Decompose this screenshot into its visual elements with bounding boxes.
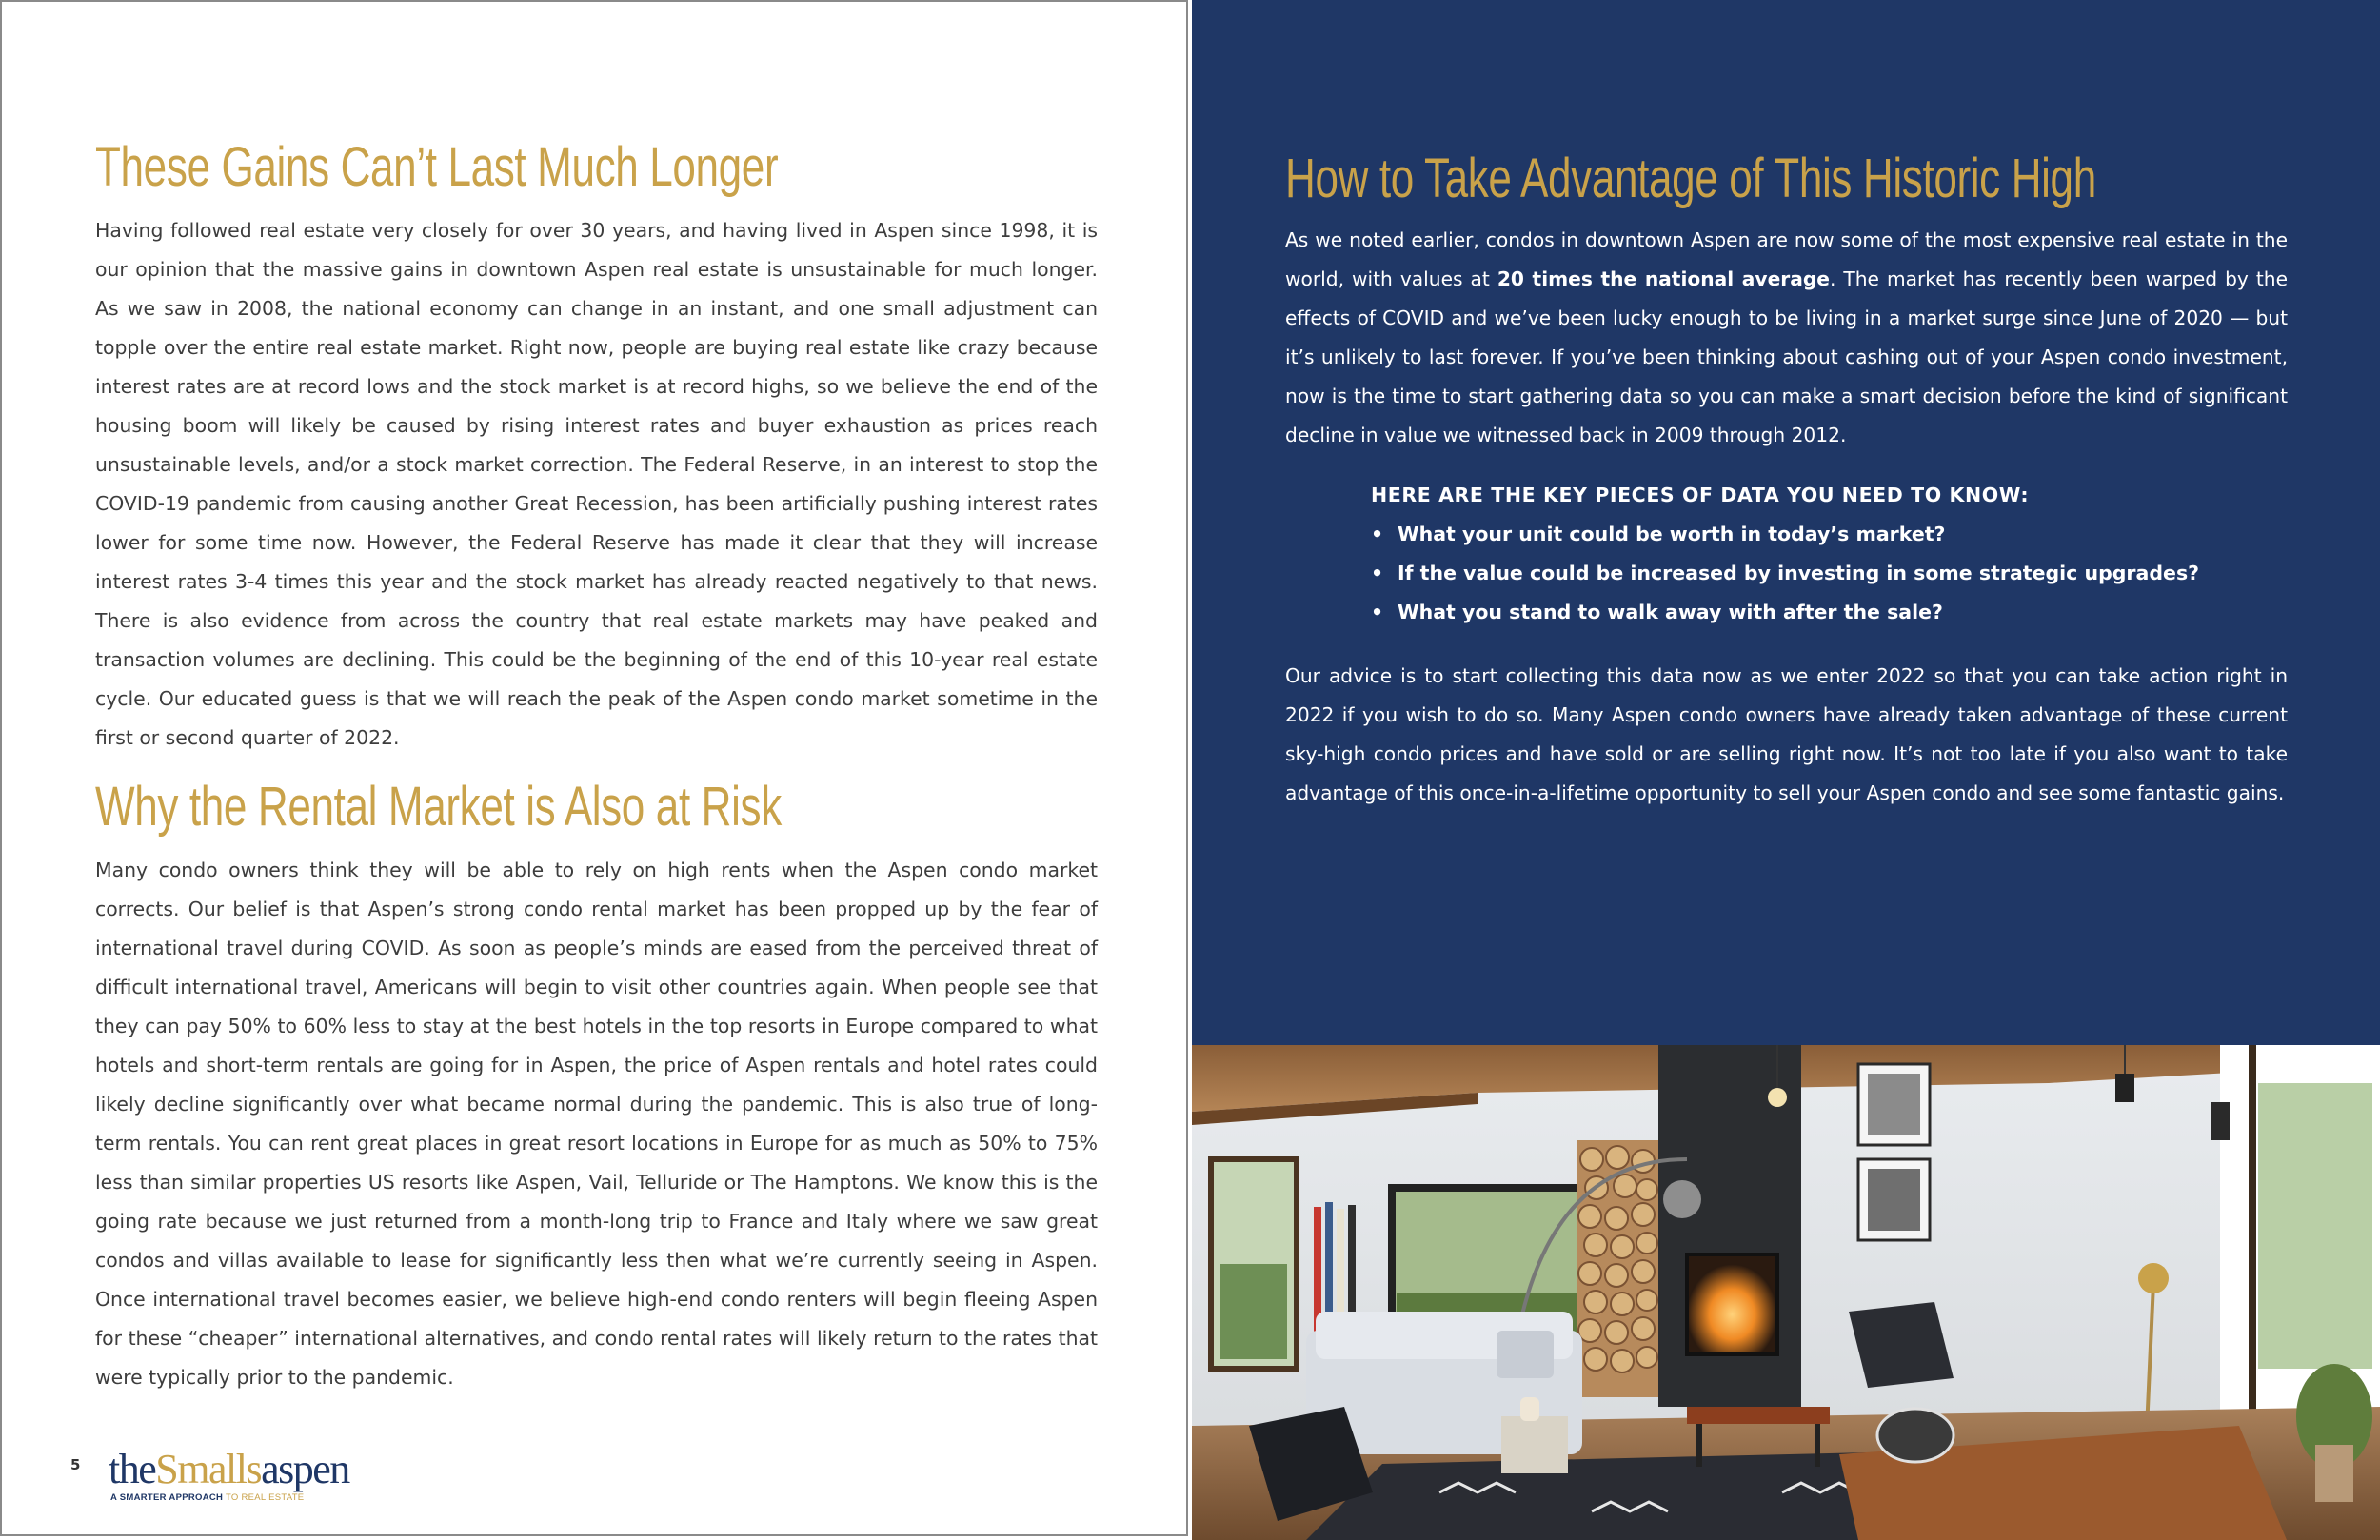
logo-aspen: aspen	[261, 1446, 349, 1492]
plant-pot	[2315, 1445, 2353, 1502]
side-table	[1501, 1416, 1568, 1473]
section-heading-gains: These Gains Can’t Last Much Longer	[95, 136, 779, 198]
logo-tagline-bold: A SMARTER APPROACH	[110, 1492, 224, 1503]
sofa-cushion	[1497, 1331, 1554, 1378]
pendant-light	[1768, 1088, 1787, 1107]
intro-text-start: As we noted earlier, condos in downtown Aspen are now some of the most expensive real estate in the world, with values at	[1285, 228, 2288, 290]
key-data-block	[1371, 476, 2228, 632]
patterned-pillow	[1877, 1409, 1954, 1462]
intro-highlight: 20 times the national average	[1497, 267, 1830, 290]
page-number: 5	[70, 1456, 81, 1473]
left-window-trees	[1220, 1264, 1287, 1359]
floor-lamp-shade	[2138, 1263, 2169, 1293]
fireplace-fire	[1687, 1254, 1777, 1354]
key-data-item: • If the value could be increased by investing in some strategic upgrades?	[1371, 554, 2228, 593]
brand-logo	[109, 1446, 366, 1508]
key-data-title: HERE ARE THE KEY PIECES OF DATA YOU NEED TO KNOW:	[1371, 484, 2030, 506]
intro-paragraph	[1285, 221, 2288, 455]
logo-smalls: Smalls	[155, 1446, 262, 1492]
right-window-frame	[2249, 1045, 2256, 1426]
logo-the: the	[109, 1446, 156, 1492]
key-data-item: • What you stand to walk away with after the sale?	[1371, 593, 2228, 632]
arc-lamp-shade	[1663, 1180, 1701, 1218]
right-page	[1192, 0, 2380, 1540]
wall-sconce	[2211, 1102, 2230, 1140]
living-room-photo	[1192, 1045, 2380, 1540]
spotlight	[2115, 1074, 2134, 1102]
right-window-view	[2258, 1083, 2372, 1369]
key-data-item: • What your unit could be worth in today’s market?	[1371, 515, 2228, 554]
section-body-rental: Many condo owners think they will be able to rely on high rents when the Aspen condo market corrects. Our belief is that Aspen’s strong condo rental market has been propped up by the fear of international travel during COVID. As soon as people’s minds are eased from the perceived threat of difficult international travel, Americans will begin to visit other countries again. When people see that they can pay 50% to 60% less to stay at the best hotels in the top resorts in Europe compared to what hotels and short-term rentals are going for in Aspen, the price of Aspen rentals and hotel rates could likely decline significantly over what became normal during the pandemic. This is also true of long-term rentals. You can rent great places in great resort locations in Europe for as much as 50% to 75% less than similar properties US resorts like Aspen, Vail, Telluride or The Hamptons. We know this is the going rate because we just returned from a month-long trip to France and Italy where we saw great condos and villas available to lease for significantly less then what we’re currently seeing in Aspen. Once international travel becomes easier, we believe high-end condo renters will begin fleeing Aspen for these “cheaper” international alternatives, and condo rental rates will likely return to the rates that were typically prior to the pandemic.	[95, 859, 1098, 1389]
advice-paragraph: Our advice is to start collecting this data now as we enter 2022 so that you can take action right in 2022 if you wish to do so. Many Aspen condo owners have already taken advantage of these current sky-high condo prices and have sold or are selling right now. It’s not too late if you also want to take advantage of this once-in-a-lifetime opportunity to sell your Aspen condo and see some fantastic gains.	[1285, 664, 2288, 804]
intro-text-end: . The market has recently been warped by the effects of COVID and we’ve been lucky enough to be living in a market surge since June of 2020 — but it’s unlikely to last forever. If you’ve been thinking about cashing out of your Aspen condo investment, now is the time to start gathering data so you can make a smart decision before the kind of significant decline in value we witnessed back in 2009 through 2012.	[1285, 267, 2288, 446]
key-data-list	[1371, 515, 2228, 632]
logo-tagline	[110, 1492, 366, 1503]
coffee-table-top	[1687, 1407, 1830, 1424]
artwork-print	[1868, 1169, 1920, 1231]
section-heading-rental: Why the Rental Market is Also at Risk	[95, 776, 782, 838]
logo-wordmark	[109, 1446, 366, 1492]
navy-panel	[1192, 0, 2380, 1045]
left-page	[0, 0, 1188, 1536]
section-heading-historic-high: How to Take Advantage of This Historic High	[1285, 148, 2096, 209]
artwork-print	[1868, 1074, 1920, 1135]
section-body-gains: Having followed real estate very closely for over 30 years, and having lived in Aspen since 1998, it is our opinion that the massive gains in downtown Aspen real estate is unsustainable for much longer. As we saw in 2008, the national economy can change in an instant, and one small adjustment can topple over the entire real estate market. Right now, people are buying real estate like crazy because interest rates are at record lows and the stock market is at record highs, so we believe the end of the housing boom will likely be caused by rising interest rates and buyer exhaustion as prices reach unsustainable levels, and/or a stock market correction. The Federal Reserve, in an interest to stop the COVID-19 pandemic from causing another Great Recession, has been artificially pushing interest rates lower for some time now. However, the Federal Reserve has made it clear that they will increase interest rates 3-4 times this year and the stock market has already reacted negatively to that news. There is also evidence from across the country that real estate markets may have peaked and transaction volumes are declining. This could be the beginning of the end of this 10-year real estate cycle. Our educated guess is that we will reach the peak of the Aspen condo market sometime in the first or second quarter of 2022.	[95, 219, 1098, 749]
logo-tagline-light: TO REAL ESTATE	[223, 1492, 305, 1503]
vase	[1520, 1397, 1539, 1421]
